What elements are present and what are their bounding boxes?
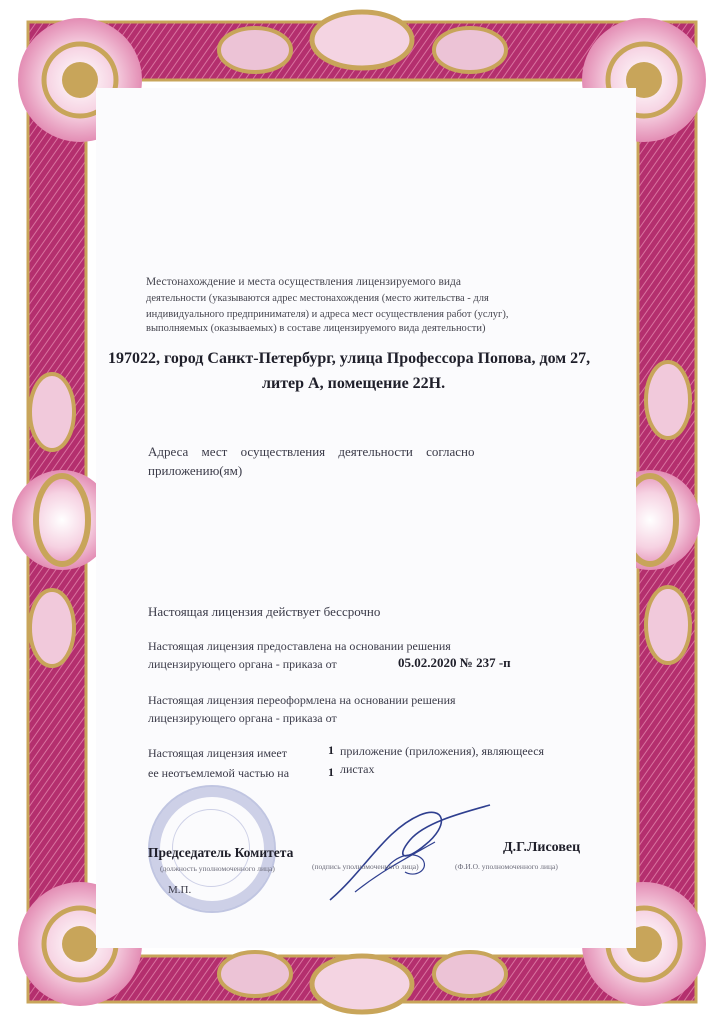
appendix-line-2-left: ее неотъемлемой частью на [148,766,290,780]
appendix-count-2: 1 [328,765,334,779]
granted-line-1: Настоящая лицензия предоставлена на основании решения [148,639,451,653]
places-line-2: приложению(ям) [148,463,243,478]
seal-place-label: М.П. [168,884,192,896]
appendix-line-1-left: Настоящая лицензия имеет [148,746,287,760]
validity-text: Настоящая лицензия действует бессрочно [148,604,381,619]
reissued-line-2: лицензирующего органа - приказа от [148,711,337,725]
places-line-1: Адреса мест осуществления деятельности согласно [148,444,475,459]
granted-line-2: лицензирующего органа - приказа от [148,657,337,671]
header-line-1: Местонахождение и места осуществления лицензируемого вида [146,276,461,288]
appendix-line-1-right: приложение (приложения), являющееся [340,744,545,758]
signatory-position: Председатель Комитета [148,845,294,860]
license-address-line-1: 197022, город Санкт-Петербург, улица Профессора Попова, дом 27, [108,350,591,367]
header-line-2: деятельности (указываются адрес местонахождения (место жительства - для [146,293,489,304]
order-number: 05.02.2020 № 237 -п [398,655,511,670]
appendix-line-2-right: листах [340,762,375,776]
header-line-3: индивидуального предпринимателя) и адреса мест осуществления работ (услуг), [146,309,509,320]
position-caption: (должность уполномоченного лица) [160,864,275,873]
appendix-count-1: 1 [328,743,334,757]
name-caption: (Ф.И.О. уполномоченного лица) [455,862,558,871]
signatory-name: Д.Г.Лисовец [503,840,581,855]
signature-caption: (подпись уполномоченного лица) [312,862,419,871]
license-address-line-2: литер А, помещение 22Н. [262,375,446,392]
header-line-4: выполняемых (оказываемых) в составе лицензируемого вида деятельности) [146,323,486,334]
handwritten-signature [325,800,495,910]
reissued-line-1: Настоящая лицензия переоформлена на основании решения [148,693,456,707]
